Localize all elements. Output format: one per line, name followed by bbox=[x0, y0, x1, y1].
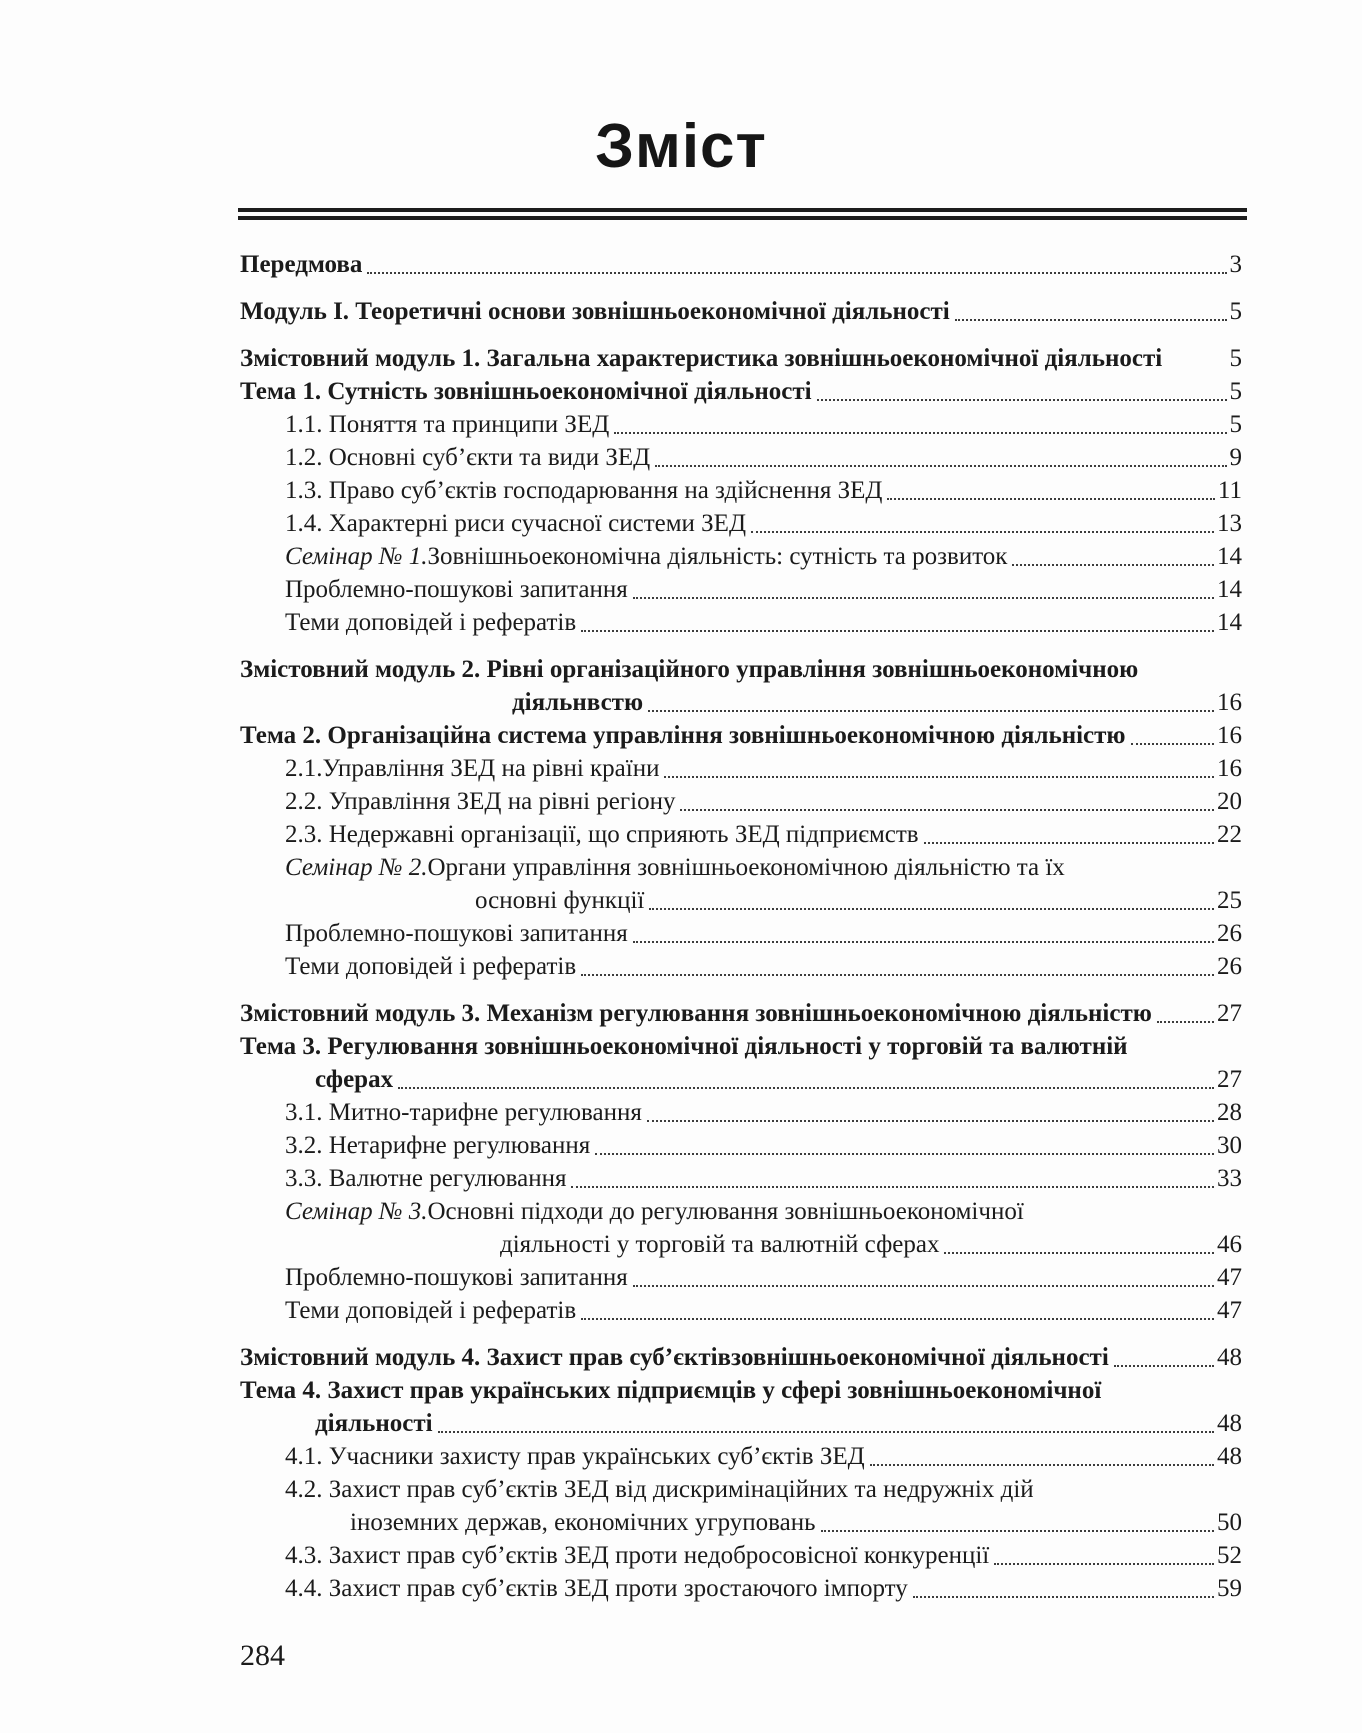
toc-entry-text: діяльності bbox=[315, 1410, 433, 1437]
dot-leader bbox=[664, 776, 1214, 778]
page-number: 13 bbox=[1217, 510, 1242, 537]
table-of-contents bbox=[240, 248, 1242, 1605]
toc-entry bbox=[240, 1407, 1242, 1440]
dot-leader bbox=[751, 531, 1214, 533]
dot-leader bbox=[571, 1186, 1214, 1188]
dot-leader bbox=[595, 1153, 1214, 1155]
toc-entry bbox=[240, 1228, 1242, 1261]
page-number: 27 bbox=[1217, 1066, 1242, 1093]
dot-leader bbox=[944, 1252, 1214, 1254]
page-number: 59 bbox=[1217, 1575, 1242, 1602]
dot-leader bbox=[680, 809, 1214, 811]
dot-leader bbox=[648, 710, 1214, 712]
dot-leader bbox=[647, 1120, 1214, 1122]
toc-entry bbox=[240, 686, 1242, 719]
toc-entry bbox=[240, 1341, 1242, 1374]
dot-leader bbox=[633, 941, 1214, 943]
toc-entry bbox=[240, 950, 1242, 983]
toc-entry bbox=[240, 851, 1242, 884]
toc-entry-text: Семінар № 3. bbox=[285, 1198, 428, 1225]
toc-entry-text: Теми доповідей і рефератів bbox=[285, 1297, 577, 1324]
dot-leader bbox=[817, 399, 1227, 401]
page-number: 16 bbox=[1217, 722, 1242, 749]
toc-entry-text: 4.4. Захист прав суб’єктів ЗЕД проти зростаючого імпорту bbox=[285, 1575, 908, 1602]
toc-entry-text: Проблемно-пошукові запитання bbox=[285, 920, 628, 947]
page-number: 33 bbox=[1217, 1165, 1242, 1192]
toc-entry-text: 3.2. Нетарифне регулювання bbox=[285, 1132, 591, 1159]
toc-entry bbox=[240, 1572, 1242, 1605]
toc-entry-text: сферах bbox=[315, 1066, 394, 1093]
page-number: 5 bbox=[1229, 298, 1242, 325]
dot-leader bbox=[581, 974, 1214, 976]
page-number: 47 bbox=[1217, 1264, 1242, 1291]
page-number: 47 bbox=[1217, 1297, 1242, 1324]
page-number: 14 bbox=[1217, 543, 1242, 570]
toc-entry-text: Органи управління зовнішньоекономічною діяльністю та їх bbox=[427, 854, 1065, 881]
page-number: 3 bbox=[1229, 251, 1242, 278]
toc-entry-text: 2.3. Недержавні організації, що сприяють ЗЕД підприємств bbox=[285, 821, 919, 848]
toc-entry bbox=[240, 785, 1242, 818]
page-number: 48 bbox=[1217, 1410, 1242, 1437]
toc-entry bbox=[240, 1096, 1242, 1129]
toc-entry-text: Семінар № 2. bbox=[285, 854, 428, 881]
toc-entry-text: діяльності у торговій та валютній сферах bbox=[500, 1231, 940, 1258]
page-number: 27 bbox=[1217, 1000, 1242, 1027]
dot-leader bbox=[887, 498, 1214, 500]
toc-entry-text: Зовнішньоекономічна діяльність: сутність та розвиток bbox=[427, 543, 1008, 570]
dot-leader bbox=[655, 465, 1226, 467]
page-number: 14 bbox=[1217, 609, 1242, 636]
folio-page-number: 284 bbox=[240, 1639, 285, 1672]
dot-leader bbox=[398, 1087, 1214, 1089]
dot-leader bbox=[581, 630, 1214, 632]
page-number: 5 bbox=[1229, 345, 1242, 372]
toc-entry bbox=[240, 507, 1242, 540]
toc-entry-text: Семінар № 1. bbox=[285, 543, 428, 570]
toc-entry-text: Модуль І. Теоретичні основи зовнішньоекономічної діяльності bbox=[240, 298, 950, 325]
toc-entry bbox=[240, 1374, 1242, 1407]
page-number: 25 bbox=[1217, 887, 1242, 914]
toc-entry-text: Змістовний модуль 3. Механізм регулювання зовнішньоекономічною діяльністю bbox=[240, 1000, 1152, 1027]
page-number: 28 bbox=[1217, 1099, 1242, 1126]
page-number: 48 bbox=[1217, 1344, 1242, 1371]
toc-entry-text: 3.3. Валютне регулювання bbox=[285, 1165, 567, 1192]
toc-entry bbox=[240, 408, 1242, 441]
toc-entry bbox=[240, 1030, 1242, 1063]
dot-leader bbox=[1157, 1021, 1214, 1023]
toc-entry-text: 1.4. Характерні риси сучасної системи ЗЕД bbox=[285, 510, 747, 537]
page-number: 14 bbox=[1217, 576, 1242, 603]
page-number: 5 bbox=[1229, 411, 1242, 438]
toc-entry-text: діяльнвстю bbox=[512, 689, 644, 716]
page-number: 26 bbox=[1217, 953, 1242, 980]
toc-entry bbox=[240, 540, 1242, 573]
page-number: 22 bbox=[1217, 821, 1242, 848]
toc-entry bbox=[240, 573, 1242, 606]
dot-leader bbox=[994, 1563, 1214, 1565]
page-title: Зміст bbox=[595, 112, 767, 181]
toc-entry bbox=[240, 1261, 1242, 1294]
dot-leader bbox=[1012, 564, 1214, 566]
toc-entry-text: Змістовний модуль 4. Захист прав суб’єктівзовнішньоекономічної діяльності bbox=[240, 1344, 1109, 1371]
dot-leader bbox=[367, 272, 1226, 274]
toc-entry-text: Тема 4. Захист прав українських підприємців у сфері зовнішньоекономічної bbox=[240, 1377, 1102, 1404]
page-number: 52 bbox=[1217, 1542, 1242, 1569]
toc-entry-text: Змістовний модуль 2. Рівні організаційного управління зовнішньоекономічною bbox=[240, 656, 1139, 683]
page-number: 9 bbox=[1229, 444, 1242, 471]
page-number: 30 bbox=[1217, 1132, 1242, 1159]
toc-entry bbox=[240, 1539, 1242, 1572]
toc-entry-text: 3.1. Митно-тарифне регулювання bbox=[285, 1099, 642, 1126]
toc-entry-text: Теми доповідей і рефератів bbox=[285, 953, 577, 980]
toc-entry bbox=[240, 1506, 1242, 1539]
toc-entry-text: 2.2. Управління ЗЕД на рівні регіону bbox=[285, 788, 676, 815]
toc-entry bbox=[240, 441, 1242, 474]
toc-entry-text: 2.1.Управління ЗЕД на рівні країни bbox=[285, 755, 660, 782]
page-number: 26 bbox=[1217, 920, 1242, 947]
toc-entry bbox=[240, 653, 1242, 686]
page-number: 20 bbox=[1217, 788, 1242, 815]
toc-entry-text: Тема 3. Регулювання зовнішньоекономічної діяльності у торговій та валютній bbox=[240, 1033, 1128, 1060]
dot-leader bbox=[633, 1285, 1214, 1287]
toc-entry-text: 1.1. Поняття та принципи ЗЕД bbox=[285, 411, 610, 438]
dot-leader bbox=[581, 1318, 1214, 1320]
toc-entry bbox=[240, 1294, 1242, 1327]
dot-leader bbox=[913, 1596, 1214, 1598]
dot-leader bbox=[438, 1431, 1214, 1433]
toc-entry-text: Змістовний модуль 1. Загальна характеристика зовнішньоекономічної діяльності bbox=[240, 345, 1163, 372]
dot-leader bbox=[955, 319, 1227, 321]
toc-entry bbox=[240, 719, 1242, 752]
page-number: 50 bbox=[1217, 1509, 1242, 1536]
toc-entry bbox=[240, 917, 1242, 950]
toc-entry bbox=[240, 818, 1242, 851]
toc-entry-text: Тема 2. Організаційна система управління зовнішньоекономічною діяльністю bbox=[240, 722, 1126, 749]
toc-entry-text: іноземних держав, економічних угруповань bbox=[350, 1509, 816, 1536]
toc-entry bbox=[240, 606, 1242, 639]
dot-leader bbox=[649, 908, 1214, 910]
dot-leader bbox=[821, 1530, 1215, 1532]
toc-entry-text: 1.2. Основні суб’єкти та види ЗЕД bbox=[285, 444, 651, 471]
toc-entry bbox=[240, 1063, 1242, 1096]
toc-entry bbox=[240, 1129, 1242, 1162]
toc-entry-text: 4.2. Захист прав суб’єктів ЗЕД від дискримінаційних та недружніх дій bbox=[285, 1476, 1034, 1503]
toc-entry-text: основні функції bbox=[475, 887, 645, 914]
page-number: 16 bbox=[1217, 755, 1242, 782]
toc-entry-text: Тема 1. Сутність зовнішньоекономічної діяльності bbox=[240, 378, 812, 405]
toc-entry-text: Передмова bbox=[240, 251, 363, 278]
page-number: 48 bbox=[1217, 1443, 1242, 1470]
toc-entry bbox=[240, 997, 1242, 1030]
dot-leader bbox=[633, 597, 1214, 599]
toc-entry-text: Проблемно-пошукові запитання bbox=[285, 576, 628, 603]
toc-entry-text: 4.1. Учасники захисту прав українських суб’єктів ЗЕД bbox=[285, 1443, 865, 1470]
toc-entry bbox=[240, 884, 1242, 917]
toc-entry bbox=[240, 1440, 1242, 1473]
toc-entry-text: Теми доповідей і рефератів bbox=[285, 609, 577, 636]
toc-entry bbox=[240, 248, 1242, 281]
dot-leader bbox=[924, 842, 1214, 844]
toc-entry bbox=[240, 474, 1242, 507]
page-number: 46 bbox=[1217, 1231, 1242, 1258]
toc-entry bbox=[240, 752, 1242, 785]
dot-leader bbox=[614, 432, 1226, 434]
page-number: 11 bbox=[1217, 477, 1242, 504]
toc-entry-text: Основні підходи до регулювання зовнішньоекономічної bbox=[427, 1198, 1024, 1225]
dot-leader bbox=[1114, 1365, 1214, 1367]
page-number: 16 bbox=[1217, 689, 1242, 716]
title-double-rule bbox=[238, 208, 1247, 220]
dot-leader bbox=[870, 1464, 1214, 1466]
dot-leader bbox=[1131, 743, 1214, 745]
toc-entry bbox=[240, 1473, 1242, 1506]
page-number: 5 bbox=[1229, 378, 1242, 405]
toc-entry-text: 4.3. Захист прав суб’єктів ЗЕД проти недобросовісної конкуренції bbox=[285, 1542, 990, 1569]
toc-entry bbox=[240, 342, 1242, 375]
toc-entry bbox=[240, 295, 1242, 328]
toc-entry-text: 1.3. Право суб’єктів господарювання на здійснення ЗЕД bbox=[285, 477, 883, 504]
toc-entry bbox=[240, 375, 1242, 408]
toc-entry bbox=[240, 1162, 1242, 1195]
toc-entry-text: Проблемно-пошукові запитання bbox=[285, 1264, 628, 1291]
toc-entry bbox=[240, 1195, 1242, 1228]
